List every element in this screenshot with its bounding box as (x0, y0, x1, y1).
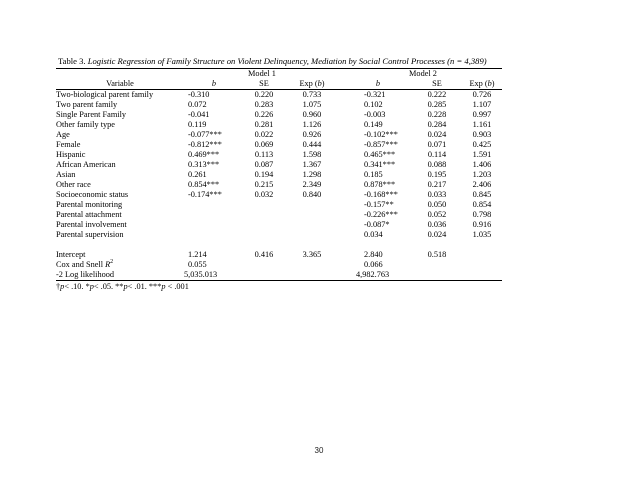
m2-exp: 1.107 (472, 100, 492, 109)
m2-exp: 2.406 (472, 180, 492, 189)
row-variable: Cox and Snell $R^2$ (56, 259, 114, 269)
exp-b-header-model-2: Exp (b) (462, 79, 502, 90)
row-variable: Parental attachment (56, 210, 122, 219)
m2-b: 4,982.763 (344, 270, 412, 281)
m2-b: 0.465*** (364, 150, 396, 159)
footnote-row (56, 281, 502, 293)
m1-b (184, 230, 244, 240)
m1-se (244, 210, 284, 220)
table-row (56, 160, 502, 170)
row-variable: Other family type (56, 120, 115, 129)
m2-se: 0.222 (427, 90, 447, 99)
m1-se (244, 200, 284, 210)
m1-b (184, 210, 244, 220)
table-caption (58, 56, 487, 66)
se-header-model-1: SE (244, 79, 284, 90)
table-row (56, 120, 502, 130)
m2-b: -0.321 (364, 90, 386, 99)
table-row (56, 170, 502, 180)
m2-exp: 1.591 (472, 150, 492, 159)
row-variable: Parental supervision (56, 230, 124, 239)
m1-se: 0.032 (254, 190, 274, 199)
table-row (56, 200, 502, 210)
m1-se (244, 260, 284, 270)
m1-exp (284, 230, 340, 240)
m1-b: 0.261 (188, 170, 207, 179)
m2-b: 0.149 (364, 120, 383, 129)
m1-b: -0.077*** (188, 130, 222, 139)
m2-b: 0.034 (364, 230, 383, 239)
m1-exp: 3.365 (302, 250, 322, 259)
row-variable: Asian (56, 170, 76, 179)
m1-exp: 1.126 (302, 120, 322, 129)
row-variable: Socioeconomic status (56, 190, 129, 199)
table-row (56, 250, 502, 260)
m2-b: 0.102 (364, 100, 383, 109)
m1-se: 0.283 (254, 100, 274, 109)
model-header-row (56, 69, 502, 80)
m2-se (412, 260, 462, 270)
m1-exp: 0.840 (302, 190, 322, 199)
m1-se (244, 270, 284, 281)
m1-b: -0.041 (188, 110, 210, 119)
m1-exp: 1.075 (302, 100, 322, 109)
row-variable: African American (56, 160, 116, 169)
m2-b: 0.066 (364, 260, 383, 269)
m1-se: 0.194 (254, 170, 274, 179)
m1-se: 0.022 (254, 130, 274, 139)
m1-b: 5,035.013 (184, 270, 244, 281)
table-row (56, 210, 502, 220)
table-title: Logistic Regression of Family Structure on Violent Delinquency, Mediation by Social Control Processes (n = 4,389) (87, 56, 487, 66)
m1-exp: 0.733 (302, 90, 322, 99)
m2-b: -0.857*** (364, 140, 398, 149)
row-variable: Single Parent Family (56, 110, 127, 119)
m2-exp (462, 250, 502, 260)
m2-b: -0.226*** (364, 210, 398, 219)
m1-exp: 1.367 (302, 160, 322, 169)
table-row (56, 230, 502, 240)
table-row (56, 220, 502, 230)
m1-b (184, 200, 244, 210)
model-1-header: Model 1 (184, 69, 340, 80)
m2-se: 0.033 (427, 190, 447, 199)
m2-exp (462, 270, 502, 281)
table-row (56, 150, 502, 160)
m1-exp (284, 200, 340, 210)
m1-b: 0.119 (188, 120, 207, 129)
m2-b: 0.185 (364, 170, 383, 179)
m2-se: 0.088 (427, 160, 447, 169)
b-header-model-1: b (184, 79, 244, 90)
m2-exp: 0.854 (472, 200, 492, 209)
row-variable: Two parent family (56, 100, 118, 109)
m1-b: -0.310 (188, 90, 210, 99)
m2-b: -0.157** (364, 200, 394, 209)
table-row (56, 140, 502, 150)
m2-se: 0.024 (427, 130, 447, 139)
m1-se (244, 220, 284, 230)
m2-se: 0.217 (427, 180, 447, 189)
m1-b: 0.469*** (188, 150, 220, 159)
m1-se: 0.281 (254, 120, 274, 129)
m1-se: 0.087 (254, 160, 274, 169)
m2-se: 0.024 (427, 230, 447, 239)
m1-se: 0.226 (254, 110, 274, 119)
row-variable: -2 Log likelihood (56, 270, 184, 281)
m2-exp: 0.726 (472, 90, 492, 99)
table-row (56, 100, 502, 110)
m2-b: 0.878*** (364, 180, 396, 189)
table-row (56, 190, 502, 200)
m1-se: 0.113 (254, 150, 274, 159)
m1-exp: 1.298 (302, 170, 322, 179)
m2-b: -0.168*** (364, 190, 398, 199)
m1-exp: 0.444 (302, 140, 322, 149)
spacer-row (56, 240, 502, 250)
table-label: Table 3. (58, 56, 86, 66)
m2-b: 0.341*** (364, 160, 396, 169)
table-row (56, 260, 502, 270)
row-variable: Other race (56, 180, 91, 189)
se-header-model-2: SE (412, 79, 462, 90)
row-variable: Parental monitoring (56, 200, 123, 209)
m2-se: 0.284 (427, 120, 447, 129)
row-variable: Age (56, 130, 70, 139)
m1-exp: 1.598 (302, 150, 322, 159)
m2-exp: 0.425 (472, 140, 492, 149)
m1-exp (284, 270, 340, 281)
b-header-model-2: b (344, 79, 412, 90)
row-variable: Hispanic (56, 150, 86, 159)
table-row (56, 180, 502, 190)
m1-exp (284, 220, 340, 230)
m2-exp: 1.203 (472, 170, 492, 179)
row-variable: Two-biological parent family (56, 90, 154, 99)
m2-se: 0.228 (427, 110, 447, 119)
m2-exp: 0.798 (472, 210, 492, 219)
m2-b: -0.087* (364, 220, 390, 229)
column-header-row (56, 79, 502, 90)
m1-b: 0.055 (188, 260, 207, 269)
m2-se: 0.052 (427, 210, 447, 219)
row-variable: Intercept (56, 250, 86, 259)
m2-exp: 1.161 (472, 120, 492, 129)
m2-exp (462, 260, 502, 270)
m2-b: -0.102*** (364, 130, 398, 139)
m2-se: 0.285 (427, 100, 447, 109)
m1-exp (284, 260, 340, 270)
m2-se (412, 270, 462, 281)
m1-exp: 2.349 (302, 180, 322, 189)
m1-b: 1.214 (188, 250, 207, 259)
m1-b (184, 220, 244, 230)
m1-b: -0.812*** (188, 140, 222, 149)
m1-exp (284, 210, 340, 220)
significance-footnote: †p< .10. *p< .05. **p< .01. ***p < .001 (56, 282, 189, 291)
exp-b-header-model-1: Exp (b) (284, 79, 340, 90)
m2-exp: 0.916 (472, 220, 492, 229)
m1-se: 0.416 (254, 250, 274, 259)
page-number: 30 (314, 446, 324, 455)
model-2-header: Model 2 (344, 69, 502, 80)
m2-exp: 1.035 (472, 230, 492, 239)
m1-b: 0.313*** (188, 160, 220, 169)
m1-exp: 0.926 (302, 130, 322, 139)
m1-b: 0.854*** (188, 180, 220, 189)
m1-b: 0.072 (188, 100, 207, 109)
m1-b: -0.174*** (188, 190, 222, 199)
variable-header: Variable (56, 79, 184, 90)
m1-exp: 0.960 (302, 110, 322, 119)
m2-se: 0.518 (427, 250, 447, 259)
m2-se: 0.071 (427, 140, 447, 149)
m2-exp: 0.997 (472, 110, 492, 119)
m2-b: -0.003 (364, 110, 386, 119)
m1-se: 0.220 (254, 90, 274, 99)
m2-exp: 0.845 (472, 190, 492, 199)
table-row (56, 130, 502, 140)
table-row (56, 270, 502, 281)
m1-se (244, 230, 284, 240)
m2-exp: 1.406 (472, 160, 492, 169)
table-row (56, 110, 502, 120)
m2-se: 0.036 (427, 220, 447, 229)
m2-exp: 0.903 (472, 130, 492, 139)
regression-table (56, 68, 502, 292)
m2-b: 2.840 (364, 250, 383, 259)
m2-se: 0.050 (427, 200, 447, 209)
m1-se: 0.215 (254, 180, 274, 189)
m2-se: 0.195 (427, 170, 447, 179)
m2-se: 0.114 (427, 150, 447, 159)
m1-se: 0.069 (254, 140, 274, 149)
row-variable: Female (56, 140, 81, 149)
table-row (56, 90, 502, 101)
row-variable: Parental involvement (56, 220, 127, 229)
